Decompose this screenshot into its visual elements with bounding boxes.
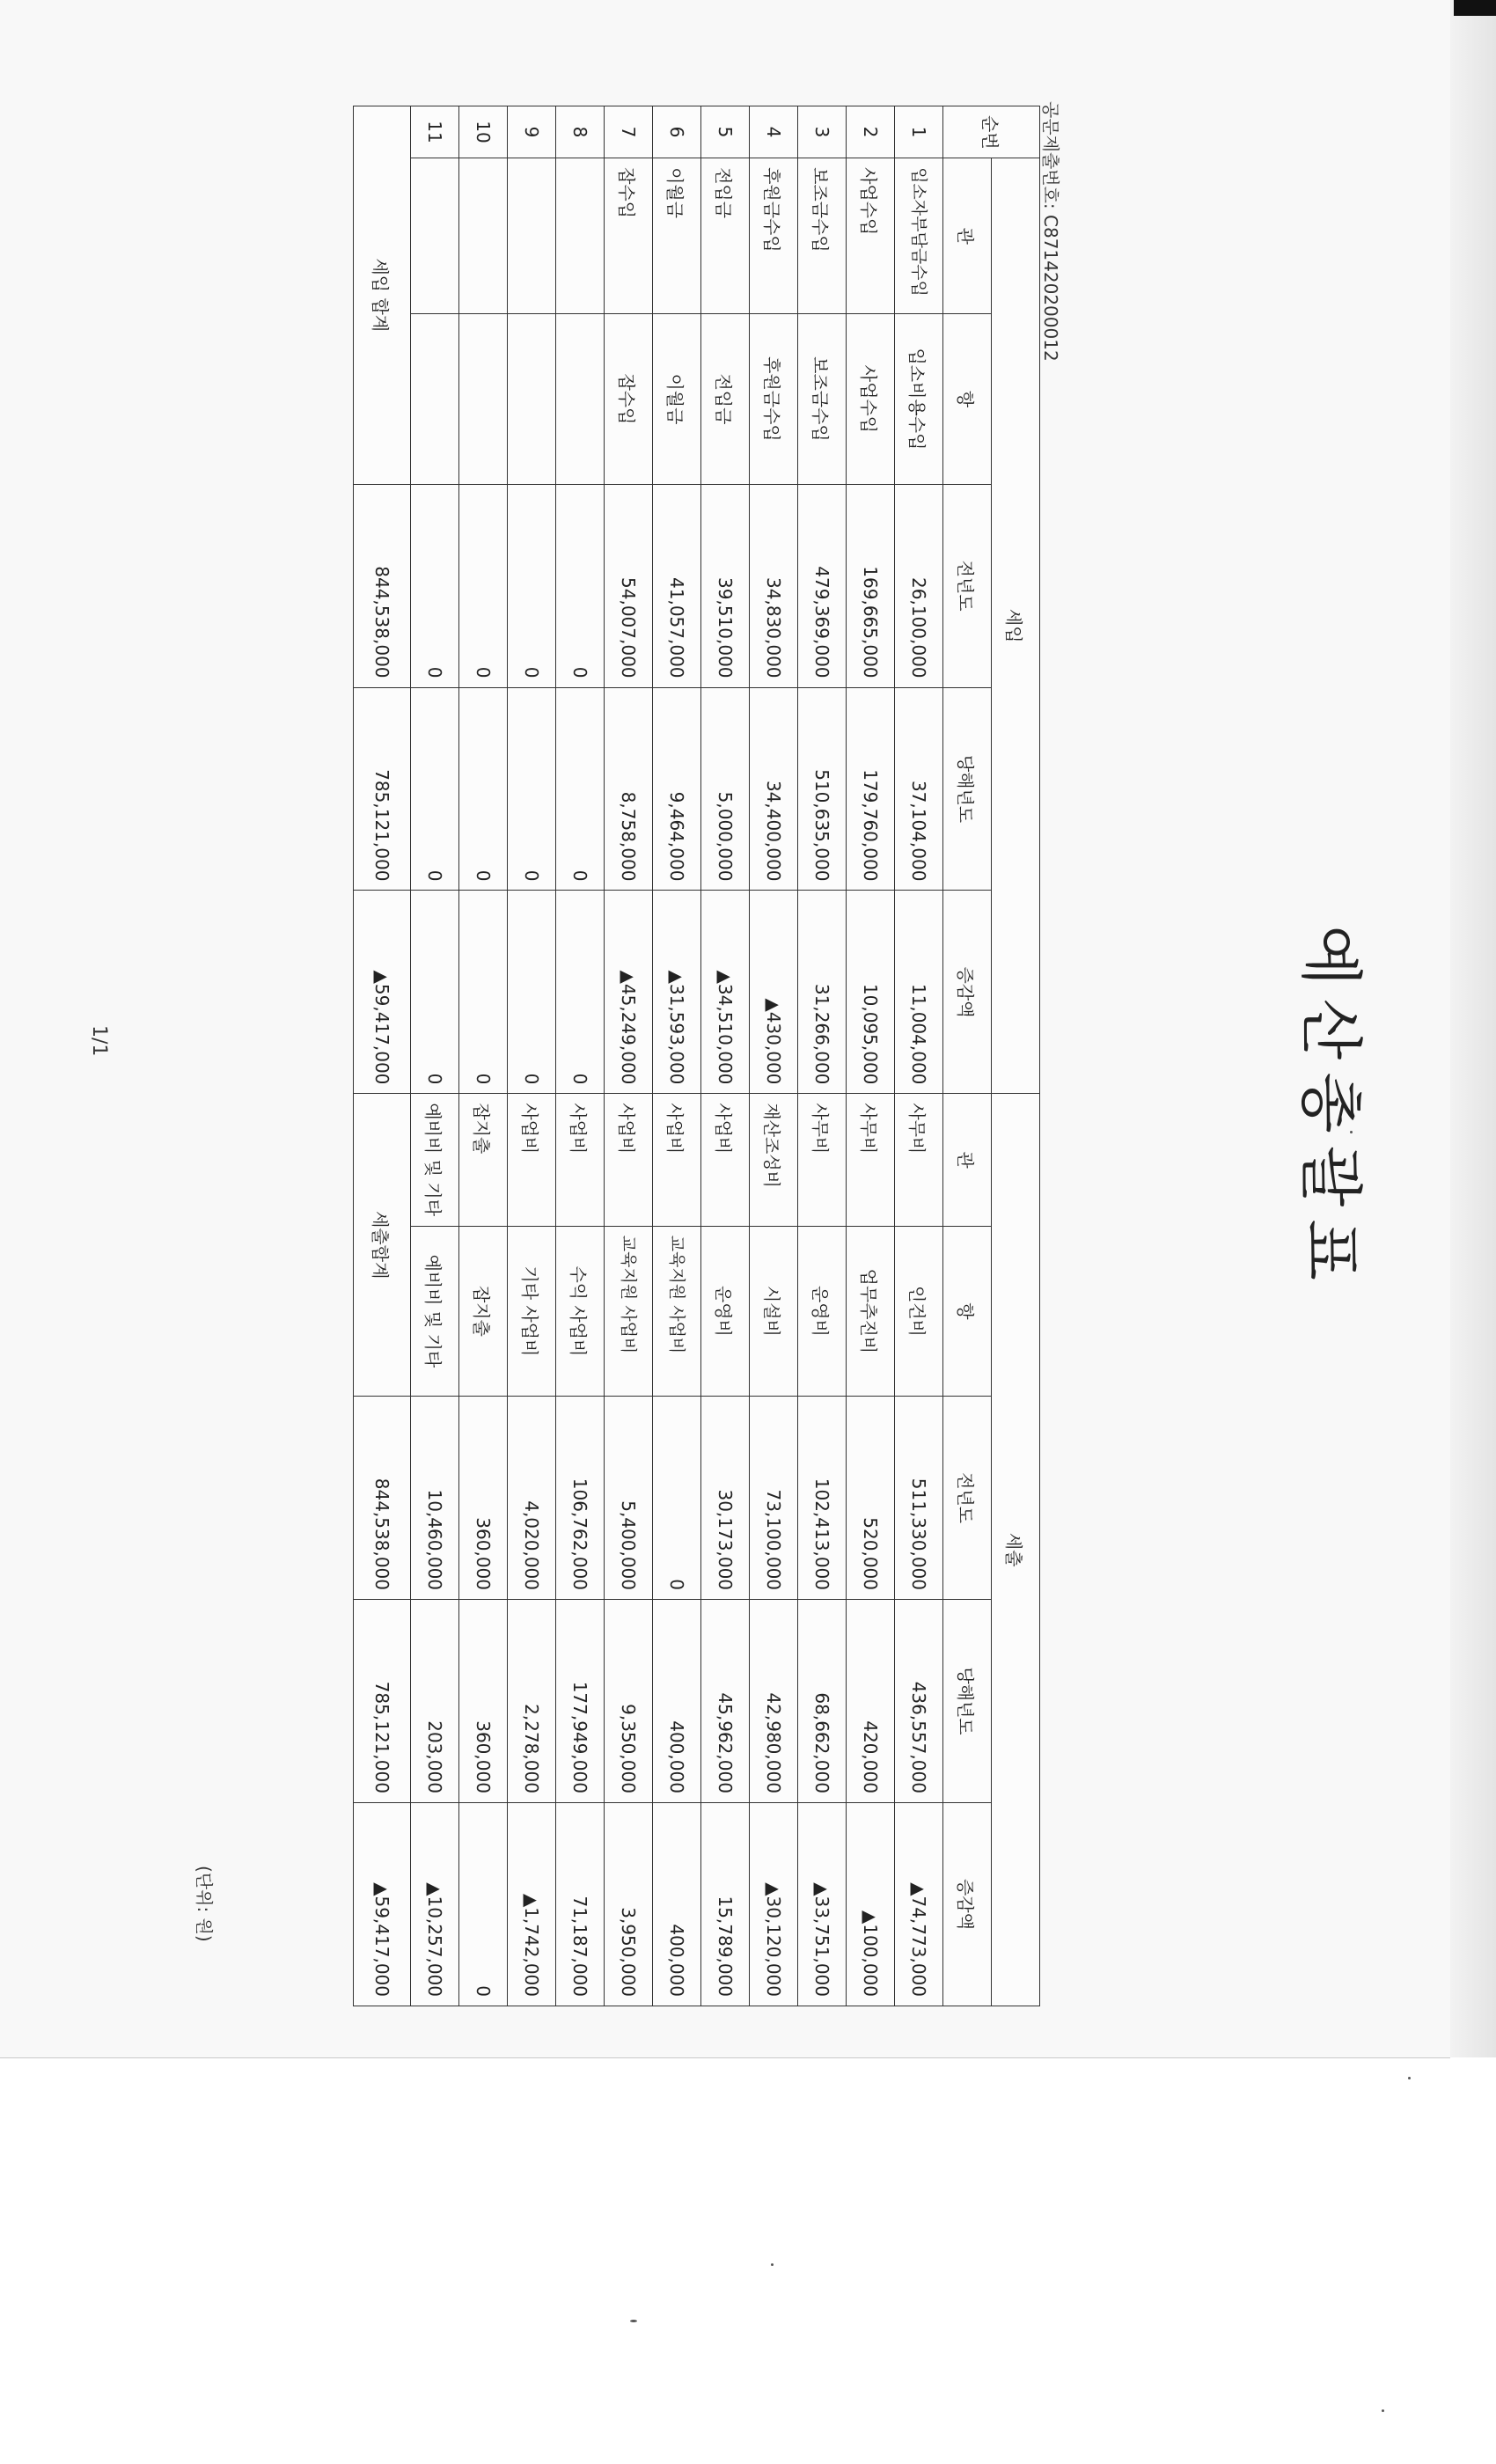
header-rev-prev: 전년도 (943, 484, 992, 687)
header-rev-hang: 항 (943, 314, 992, 484)
table-row (847, 106, 895, 2006)
scanner-corner-mark (1454, 0, 1496, 16)
rev-gwan-cell: 전입금 (701, 158, 750, 314)
exp-gwan-cell: 잡지출 (459, 1094, 508, 1226)
table-row (895, 106, 943, 2006)
rev-hang-cell: 이월금 (653, 314, 701, 484)
exp-prev-cell: 10,460,000 (411, 1397, 459, 1600)
rev-prev-cell: 26,100,000 (895, 484, 943, 687)
rev-curr-cell: 0 (508, 687, 556, 891)
rev-curr-cell: 8,758,000 (605, 687, 653, 891)
table-row (798, 106, 847, 2006)
scan-speck (771, 2263, 774, 2266)
exp-curr-cell: 2,278,000 (508, 1600, 556, 1803)
rev-prev-cell: 0 (556, 484, 605, 687)
exp-change-cell: ▲30,120,000 (750, 1802, 798, 2006)
rev-prev-cell: 54,007,000 (605, 484, 653, 687)
exp-hang-cell: 기타 사업비 (508, 1226, 556, 1396)
rev-curr-cell: 0 (556, 687, 605, 891)
rev-prev-cell: 0 (459, 484, 508, 687)
header-exp-gwan: 관 (943, 1094, 992, 1226)
rev-curr-cell: 0 (411, 687, 459, 891)
rev-hang-cell (411, 314, 459, 484)
header-exp-prev: 전년도 (943, 1397, 992, 1600)
exp-change-cell: ▲74,773,000 (895, 1802, 943, 2006)
exp-curr-cell: 68,662,000 (798, 1600, 847, 1803)
header-exp-hang: 항 (943, 1226, 992, 1396)
rev-hang-cell (556, 314, 605, 484)
header-rev-change: 증감액 (943, 891, 992, 1094)
seq-cell: 1 (895, 106, 943, 158)
header-column-row (943, 106, 992, 2006)
page-number: 1/1 (88, 1025, 110, 1057)
exp-hang-cell: 수익 사업비 (556, 1226, 605, 1396)
exp-gwan-cell: 사무비 (895, 1094, 943, 1226)
rev-hang-cell: 사업수입 (847, 314, 895, 484)
expense-total-curr: 785,121,000 (354, 1600, 411, 1803)
expense-total-change: ▲59,417,000 (354, 1802, 411, 2006)
exp-prev-cell: 106,762,000 (556, 1397, 605, 1600)
exp-change-cell: ▲100,000 (847, 1802, 895, 2006)
rev-change-cell: ▲45,249,000 (605, 891, 653, 1094)
exp-curr-cell: 436,557,000 (895, 1600, 943, 1803)
document-title: 예산총괄표 (1294, 925, 1368, 1293)
exp-gwan-cell: 예비비 및 기타 (411, 1094, 459, 1226)
exp-prev-cell: 0 (653, 1397, 701, 1600)
revenue-total-curr: 785,121,000 (354, 687, 411, 891)
rev-change-cell: ▲34,510,000 (701, 891, 750, 1094)
table-row (701, 106, 750, 2006)
exp-hang-cell: 인건비 (895, 1226, 943, 1396)
seq-cell: 10 (459, 106, 508, 158)
exp-hang-cell: 잡지출 (459, 1226, 508, 1396)
exp-prev-cell: 30,173,000 (701, 1397, 750, 1600)
exp-hang-cell: 운영비 (798, 1226, 847, 1396)
rev-prev-cell: 41,057,000 (653, 484, 701, 687)
exp-hang-cell: 운영비 (701, 1226, 750, 1396)
exp-curr-cell: 177,949,000 (556, 1600, 605, 1803)
exp-gwan-cell: 사업비 (701, 1094, 750, 1226)
exp-curr-cell: 9,350,000 (605, 1600, 653, 1803)
rev-curr-cell: 510,635,000 (798, 687, 847, 891)
exp-prev-cell: 102,413,000 (798, 1397, 847, 1600)
exp-gwan-cell: 사업비 (508, 1094, 556, 1226)
rev-change-cell: 0 (556, 891, 605, 1094)
exp-prev-cell: 511,330,000 (895, 1397, 943, 1600)
revenue-total-label: 세입 합계 (354, 106, 411, 485)
table-row (556, 106, 605, 2006)
rev-prev-cell: 0 (508, 484, 556, 687)
header-expense: 세출 (992, 1094, 1040, 2006)
table-row (508, 106, 556, 2006)
exp-gwan-cell: 재산조성비 (750, 1094, 798, 1226)
header-rev-curr: 당해년도 (943, 687, 992, 891)
rev-change-cell: ▲31,593,000 (653, 891, 701, 1094)
exp-gwan-cell: 사업비 (605, 1094, 653, 1226)
rev-curr-cell: 5,000,000 (701, 687, 750, 891)
rev-change-cell: 10,095,000 (847, 891, 895, 1094)
rev-curr-cell: 179,760,000 (847, 687, 895, 891)
rev-hang-cell: 입소비용수입 (895, 314, 943, 484)
rev-gwan-cell (459, 158, 508, 314)
exp-gwan-cell: 사무비 (798, 1094, 847, 1226)
exp-change-cell: 71,187,000 (556, 1802, 605, 2006)
table-row (750, 106, 798, 2006)
rev-gwan-cell: 보조금수입 (798, 158, 847, 314)
rev-gwan-cell: 사업수입 (847, 158, 895, 314)
exp-prev-cell: 360,000 (459, 1397, 508, 1600)
rev-prev-cell: 0 (411, 484, 459, 687)
exp-change-cell: 15,789,000 (701, 1802, 750, 2006)
exp-curr-cell: 42,980,000 (750, 1600, 798, 1803)
rev-curr-cell: 9,464,000 (653, 687, 701, 891)
rev-gwan-cell: 후원금수입 (750, 158, 798, 314)
totals-row (354, 106, 411, 2006)
table-row (605, 106, 653, 2006)
exp-hang-cell: 업무추진비 (847, 1226, 895, 1396)
rev-change-cell: 0 (411, 891, 459, 1094)
exp-curr-cell: 203,000 (411, 1600, 459, 1803)
rev-change-cell: ▲430,000 (750, 891, 798, 1094)
seq-cell: 5 (701, 106, 750, 158)
rev-change-cell: 31,266,000 (798, 891, 847, 1094)
scanner-edge (1450, 0, 1496, 2057)
rev-prev-cell: 34,830,000 (750, 484, 798, 687)
revenue-total-prev: 844,538,000 (354, 484, 411, 687)
exp-change-cell: ▲1,742,000 (508, 1802, 556, 2006)
exp-prev-cell: 5,400,000 (605, 1397, 653, 1600)
seq-cell: 6 (653, 106, 701, 158)
seq-cell: 8 (556, 106, 605, 158)
rev-curr-cell: 0 (459, 687, 508, 891)
exp-hang-cell: 시설비 (750, 1226, 798, 1396)
rev-hang-cell: 후원금수입 (750, 314, 798, 484)
scan-speck (1382, 2409, 1384, 2412)
exp-change-cell: 400,000 (653, 1802, 701, 2006)
rev-gwan-cell (556, 158, 605, 314)
exp-curr-cell: 45,962,000 (701, 1600, 750, 1803)
seq-cell: 7 (605, 106, 653, 158)
rev-prev-cell: 39,510,000 (701, 484, 750, 687)
exp-curr-cell: 420,000 (847, 1600, 895, 1803)
rev-hang-cell (459, 314, 508, 484)
rev-hang-cell: 전입금 (701, 314, 750, 484)
rev-change-cell: 0 (459, 891, 508, 1094)
rev-curr-cell: 34,400,000 (750, 687, 798, 891)
header-group-row (992, 106, 1040, 2006)
rev-change-cell: 0 (508, 891, 556, 1094)
rev-gwan-cell: 잡수입 (605, 158, 653, 314)
expense-total-prev: 844,538,000 (354, 1397, 411, 1600)
table-row (459, 106, 508, 2006)
expense-total-label: 세출합계 (354, 1094, 411, 1397)
rev-gwan-cell (411, 158, 459, 314)
exp-gwan-cell: 사업비 (653, 1094, 701, 1226)
exp-prev-cell: 520,000 (847, 1397, 895, 1600)
rev-prev-cell: 169,665,000 (847, 484, 895, 687)
rev-hang-cell (508, 314, 556, 484)
seq-cell: 11 (411, 106, 459, 158)
rev-hang-cell: 보조금수입 (798, 314, 847, 484)
seq-cell: 9 (508, 106, 556, 158)
exp-curr-cell: 360,000 (459, 1600, 508, 1803)
exp-curr-cell: 400,000 (653, 1600, 701, 1803)
exp-hang-cell: 예비비 및 기타 (411, 1226, 459, 1396)
header-revenue: 세입 (992, 158, 1040, 1094)
seq-cell: 2 (847, 106, 895, 158)
header-seq: 순번 (943, 106, 1040, 158)
table-row (653, 106, 701, 2006)
exp-prev-cell: 73,100,000 (750, 1397, 798, 1600)
rev-curr-cell: 37,104,000 (895, 687, 943, 891)
exp-change-cell: 0 (459, 1802, 508, 2006)
table-row (411, 106, 459, 2006)
seq-cell: 4 (750, 106, 798, 158)
rotated-document (88, 70, 1443, 2094)
exp-hang-cell: 교육지원 사업비 (605, 1226, 653, 1396)
exp-gwan-cell: 사업비 (556, 1094, 605, 1226)
seq-cell: 3 (798, 106, 847, 158)
rev-hang-cell: 잡수입 (605, 314, 653, 484)
header-exp-curr: 당해년도 (943, 1600, 992, 1803)
scan-speck (630, 2320, 637, 2322)
exp-change-cell: 3,950,000 (605, 1802, 653, 2006)
header-exp-change: 증감액 (943, 1802, 992, 2006)
document-number: 공문제출번호: C871420200012 (1040, 101, 1061, 362)
exp-gwan-cell: 사무비 (847, 1094, 895, 1226)
budget-summary-table (353, 106, 1040, 2006)
exp-change-cell: ▲10,257,000 (411, 1802, 459, 2006)
rev-gwan-cell (508, 158, 556, 314)
exp-change-cell: ▲33,751,000 (798, 1802, 847, 2006)
revenue-total-change: ▲59,417,000 (354, 891, 411, 1094)
exp-prev-cell: 4,020,000 (508, 1397, 556, 1600)
rev-gwan-cell: 이월금 (653, 158, 701, 314)
rev-prev-cell: 479,369,000 (798, 484, 847, 687)
exp-hang-cell: 교육지원 사업비 (653, 1226, 701, 1396)
header-rev-gwan: 관 (943, 158, 992, 314)
rev-change-cell: 11,004,000 (895, 891, 943, 1094)
unit-label: (단위: 원) (194, 1866, 215, 1942)
rev-gwan-cell: 입소자부담금수입 (895, 158, 943, 314)
